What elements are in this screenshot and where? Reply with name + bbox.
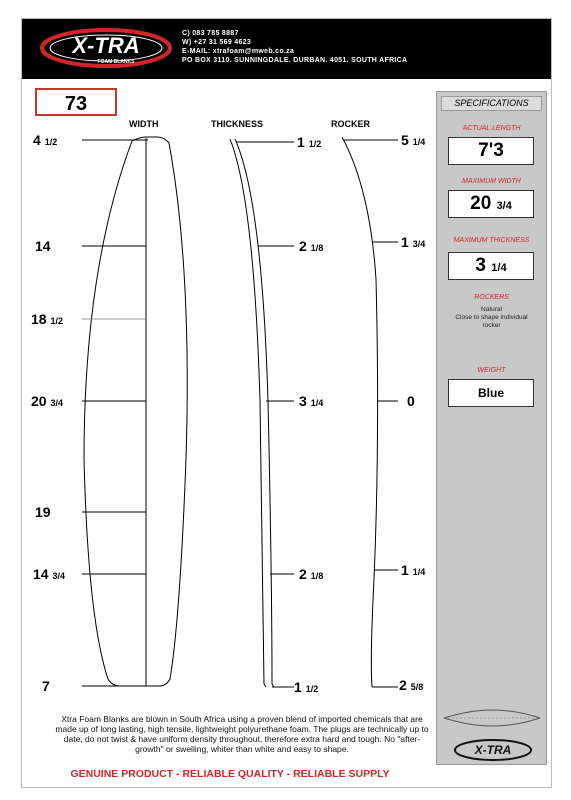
board-sideview-icon <box>440 704 544 732</box>
product-description: Xtra Foam Blanks are blown in South Africa using a proven blend of imported chemicals that are made up of long lasting, high tensile, lightweight polyurethane foam. The plugs are technically up to date, do not twist & have uniform density throughout, therefore extra hard and tough. No "after-growth" or swelling, whiter than white and easy to shape. <box>55 714 429 754</box>
thickness-dim-2: 2 1/8 <box>299 238 324 254</box>
phone-work: W) +27 31 569 4623 <box>182 39 252 46</box>
weight-value: Blue <box>477 386 504 400</box>
width-dim-5: 19 <box>35 504 51 520</box>
width-dim-6: 14 3/4 <box>33 566 65 582</box>
width-label: MAXIMUM WIDTH <box>462 178 521 185</box>
rocker-dim-5: 2 5/8 <box>399 677 424 693</box>
width-dim-3: 18 1/2 <box>31 311 63 327</box>
rockers-line-1: Natural <box>481 306 502 313</box>
thickness-heading: THICKNESS <box>211 119 264 129</box>
thickness-value-box: 3 1/4 <box>448 252 534 280</box>
model-number: 73 <box>64 93 88 115</box>
width-outline <box>84 137 187 686</box>
logo-sub-text: FOAM BLANKS <box>97 59 135 65</box>
width-dim-1: 4 1/2 <box>33 132 58 148</box>
rocker-dim-4: 1 1/4 <box>401 562 426 578</box>
rocker-dim-1: 5 1/4 <box>401 132 426 148</box>
tagline: GENUINE PRODUCT - RELIABLE QUALITY - RELIABLE SUPPLY <box>70 768 390 780</box>
weight-label: WEIGHT <box>477 367 506 374</box>
logo-main-text: X-TRA <box>72 33 140 58</box>
email-text: E-MAIL: xtrafoam@mweb.co.za <box>182 48 295 55</box>
xtra-logo-small <box>451 737 535 763</box>
specifications-title: SPECIFICATIONS <box>441 96 542 111</box>
thickness-dim-1: 1 1/2 <box>297 134 322 150</box>
weight-value-box <box>448 379 534 407</box>
svg-text:X-TRA: X-TRA <box>474 743 512 757</box>
thickness-outline <box>230 139 266 687</box>
length-label: ACTUAL LENGTH <box>462 125 521 132</box>
rockers-label: ROCKERS <box>474 294 509 301</box>
rocker-dim-3: 0 <box>407 393 415 409</box>
thickness-dim-4: 2 1/8 <box>299 566 324 582</box>
length-value-box <box>448 137 534 165</box>
width-dim-7: 7 <box>42 678 50 694</box>
address-text: PO BOX 3110. SUNNINGDALE. DURBAN. 4051. SOUTH AFRICA <box>182 57 408 64</box>
thickness-label: MAXIMUM THICKNESS <box>453 237 530 244</box>
width-dim-4: 20 3/4 <box>31 393 63 409</box>
rocker-heading: ROCKER <box>331 119 371 129</box>
board-outlines <box>22 19 442 719</box>
phone-cell: C) 083 785 8887 <box>182 30 239 37</box>
specifications-panel <box>436 91 547 765</box>
rockers-line-3: rocker <box>482 322 501 329</box>
length-value: 7'3 <box>478 140 504 161</box>
rocker-dim-2: 1 3/4 <box>401 234 426 250</box>
rockers-line-2: Close to shape individual <box>455 314 528 321</box>
thickness-dim-5: 1 1/2 <box>294 679 319 695</box>
width-value-box: 20 3/4 <box>448 190 534 218</box>
spec-sheet <box>21 18 552 788</box>
rocker-outline <box>342 137 378 687</box>
width-dim-2: 14 <box>35 238 51 254</box>
width-heading: WIDTH <box>129 119 159 129</box>
thickness-dim-3: 3 1/4 <box>299 393 324 409</box>
